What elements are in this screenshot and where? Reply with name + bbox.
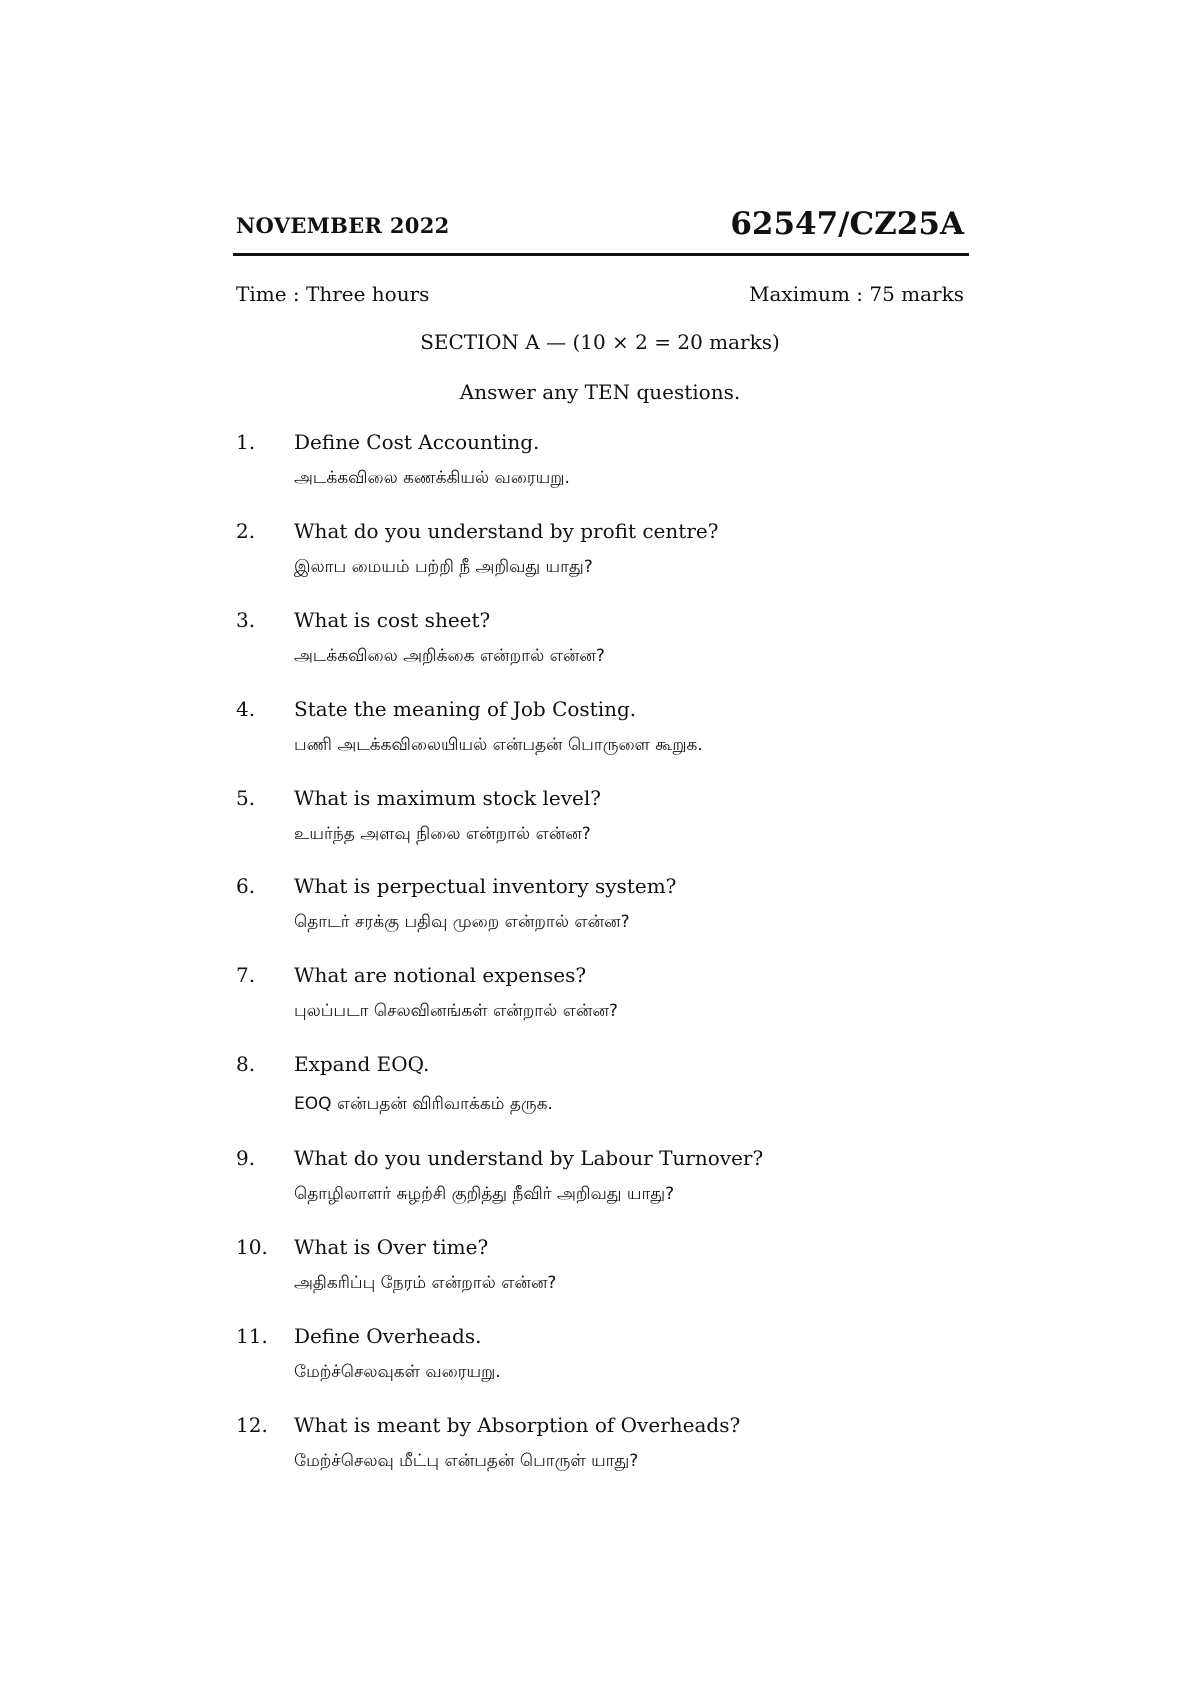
question-number: 9. bbox=[236, 1146, 256, 1170]
question-tamil: மேற்ச்செலவுகள் வரையறு. bbox=[294, 1362, 501, 1382]
question-tamil: அடக்கவிலை அறிக்கை என்றால் என்ன? bbox=[294, 646, 605, 666]
maximum-marks: Maximum : 75 marks bbox=[749, 282, 964, 306]
header-divider bbox=[233, 253, 969, 256]
paper-code: 62547/CZ25A bbox=[730, 206, 964, 242]
question-tamil: புலப்படா செலவினங்கள் என்றால் என்ன? bbox=[294, 1001, 618, 1021]
question-english: What do you understand by profit centre? bbox=[294, 519, 719, 543]
header bbox=[236, 196, 964, 246]
question-number: 8. bbox=[236, 1052, 256, 1076]
question-number: 5. bbox=[236, 786, 256, 810]
question-number: 11. bbox=[236, 1324, 268, 1348]
question-tamil: இலாப மையம் பற்றி நீ அறிவது யாது? bbox=[294, 557, 593, 577]
question-english: What is perpectual inventory system? bbox=[294, 874, 677, 898]
question-number: 10. bbox=[236, 1235, 268, 1259]
question-tamil: பணி அடக்கவிலையியல் என்பதன் பொருளை கூறுக. bbox=[294, 735, 703, 755]
question-english: What do you understand by Labour Turnover? bbox=[294, 1146, 764, 1170]
question-english: Expand EOQ. bbox=[294, 1052, 430, 1076]
question-number: 3. bbox=[236, 608, 256, 632]
question-tamil: அடக்கவிலை கணக்கியல் வரையறு. bbox=[294, 468, 570, 488]
section-title: SECTION A — (10 × 2 = 20 marks) bbox=[420, 330, 780, 354]
question-number: 12. bbox=[236, 1413, 268, 1437]
question-tamil: தொழிலாளர் சுழற்சி குறித்து நீவிர் அறிவது யாது? bbox=[294, 1184, 675, 1204]
question-tamil: தொடர் சரக்கு பதிவு முறை என்றால் என்ன? bbox=[294, 912, 630, 932]
question-english: State the meaning of Job Costing. bbox=[294, 697, 637, 721]
section-instruction: Answer any TEN questions. bbox=[459, 380, 741, 404]
question-number: 6. bbox=[236, 874, 256, 898]
question-tamil: அதிகரிப்பு நேரம் என்றால் என்ன? bbox=[294, 1273, 557, 1293]
question-english: What is meant by Absorption of Overheads? bbox=[294, 1413, 741, 1437]
exam-month: NOVEMBER 2022 bbox=[236, 213, 450, 238]
time-allowed: Time : Three hours bbox=[236, 282, 430, 306]
question-english: What is Over time? bbox=[294, 1235, 489, 1259]
question-english: What is cost sheet? bbox=[294, 608, 491, 632]
question-tamil: மேற்ச்செலவு மீட்பு என்பதன் பொருள் யாது? bbox=[294, 1451, 639, 1471]
question-number: 2. bbox=[236, 519, 256, 543]
question-tamil: உயர்ந்த அளவு நிலை என்றால் என்ன? bbox=[294, 824, 591, 844]
question-number: 1. bbox=[236, 430, 256, 454]
question-english: Define Cost Accounting. bbox=[294, 430, 540, 454]
question-tamil: EOQ என்பதன் விரிவாக்கம் தருக. bbox=[294, 1094, 553, 1114]
question-english: Define Overheads. bbox=[294, 1324, 482, 1348]
question-english: What are notional expenses? bbox=[294, 963, 587, 987]
question-english: What is maximum stock level? bbox=[294, 786, 602, 810]
question-number: 4. bbox=[236, 697, 256, 721]
question-number: 7. bbox=[236, 963, 256, 987]
